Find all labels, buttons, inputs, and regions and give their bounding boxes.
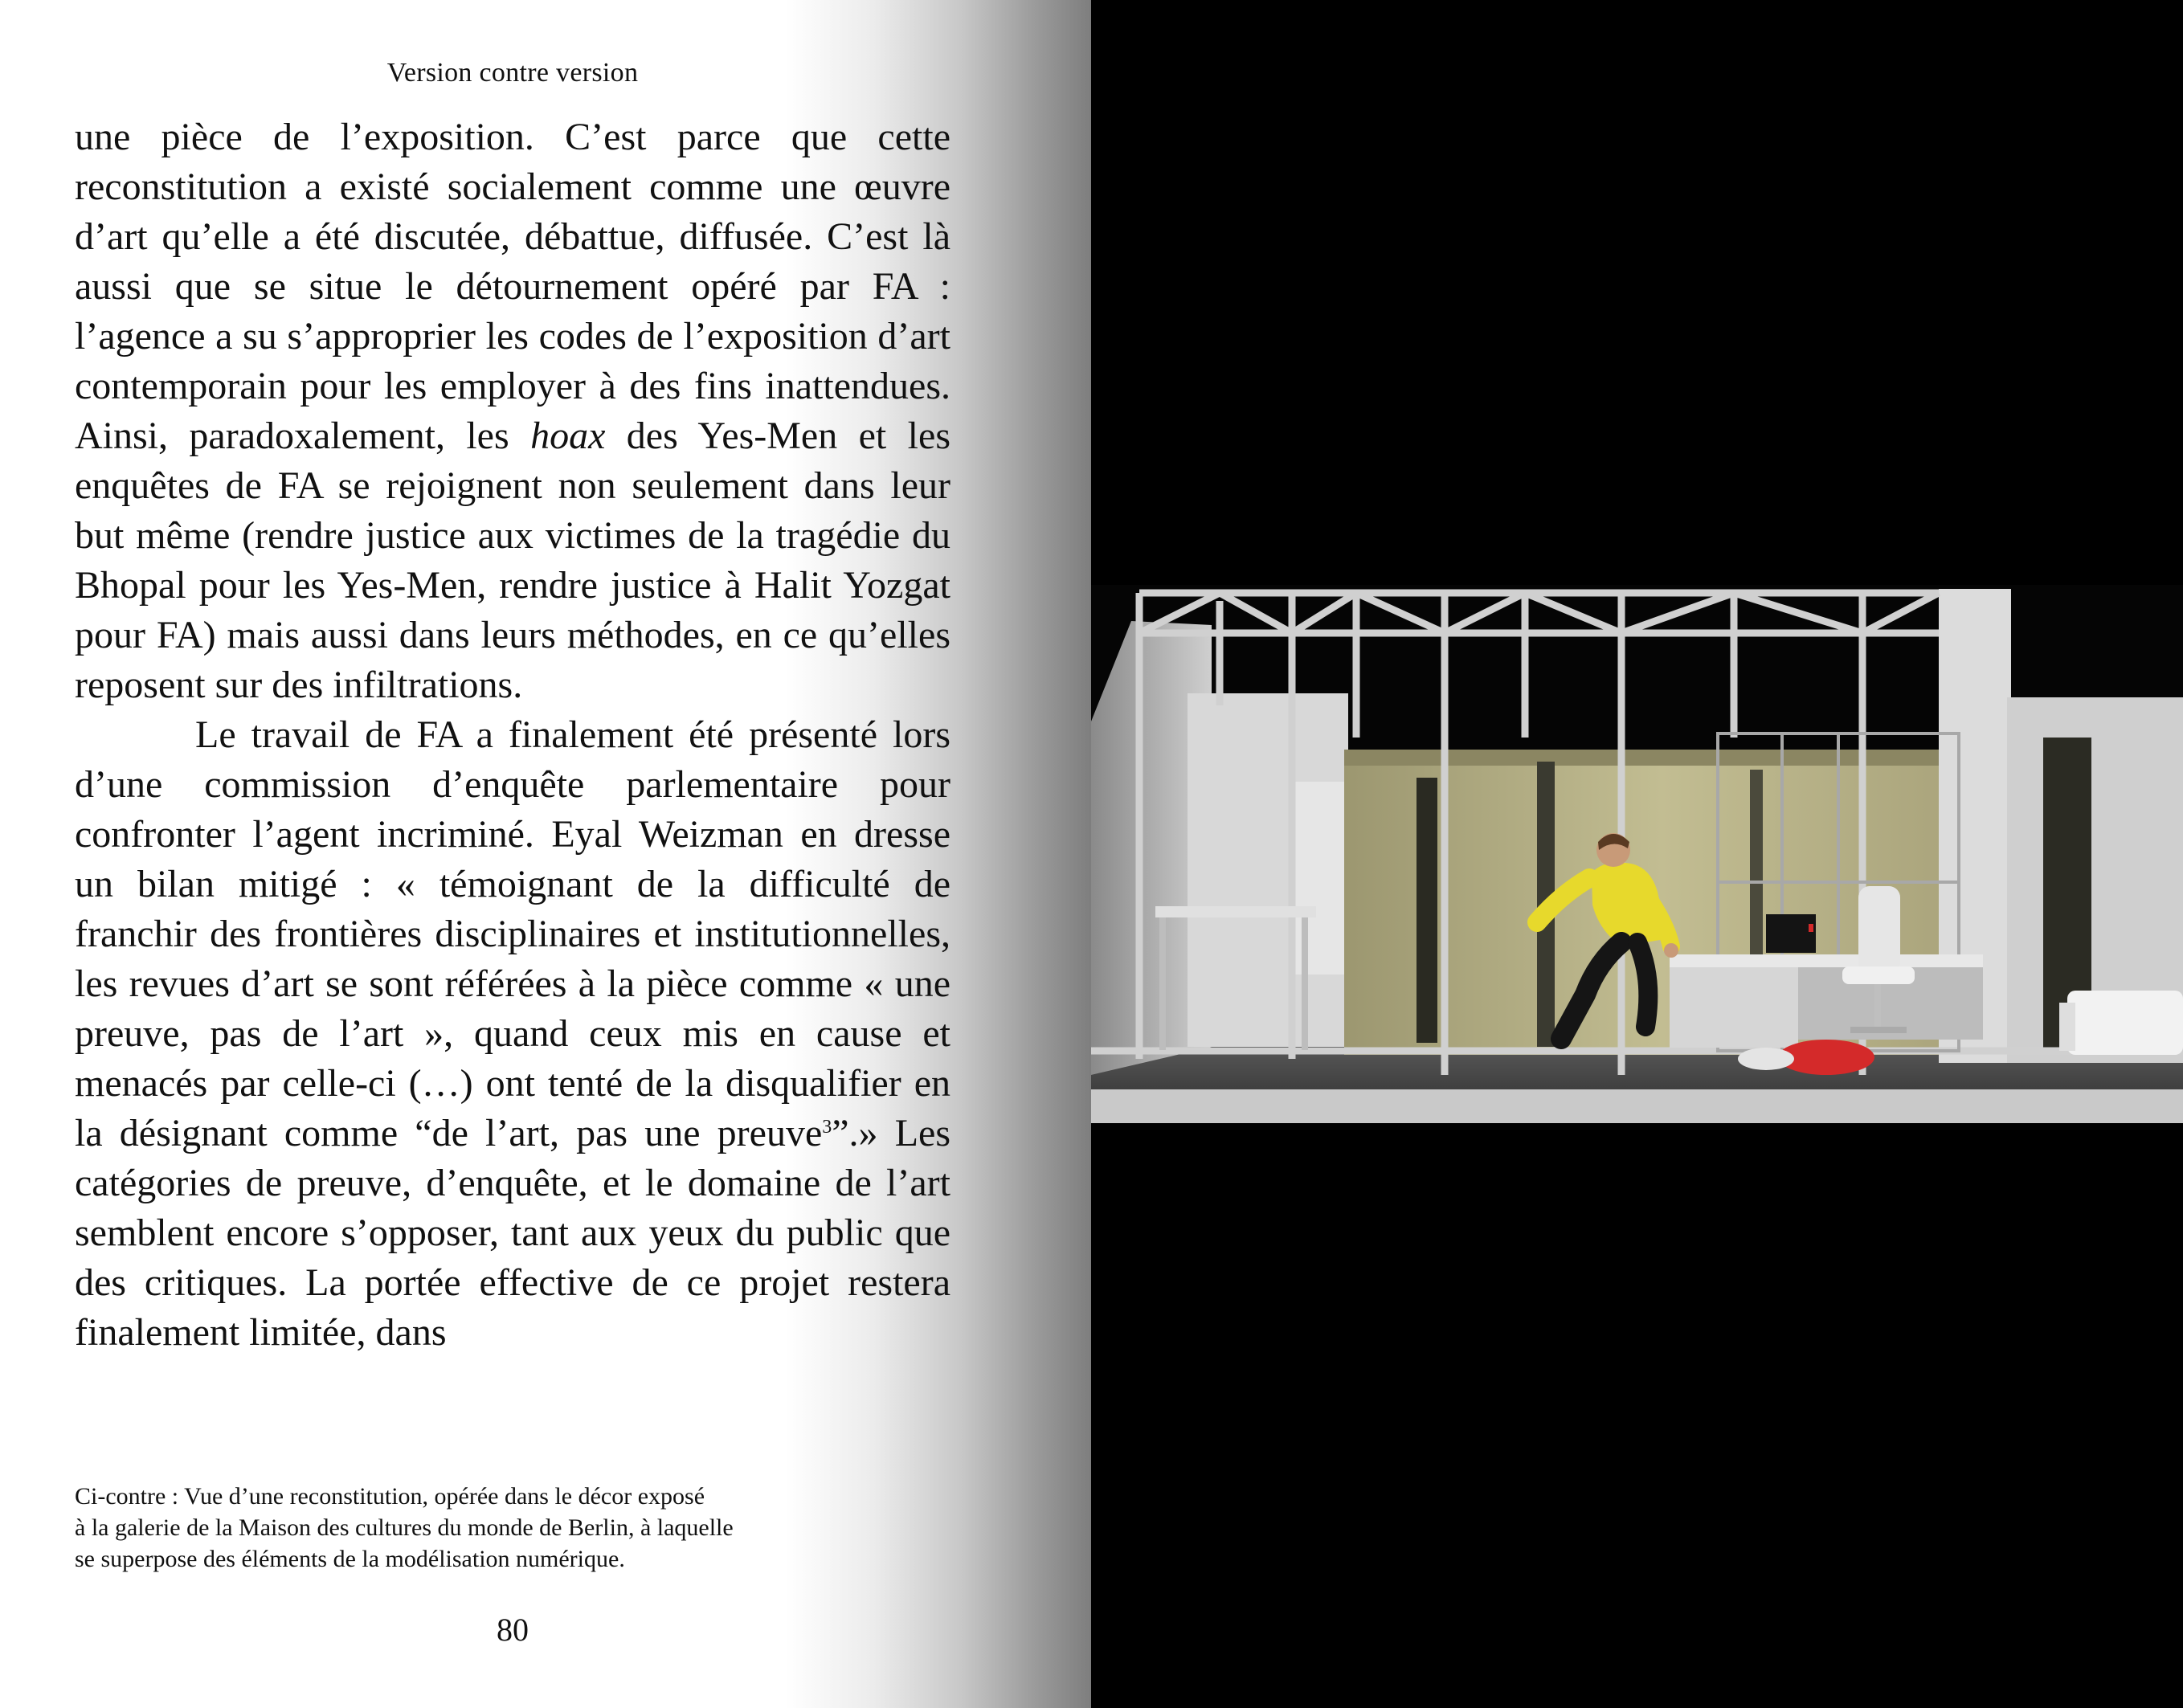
caption-line: à la galerie de la Maison des cultures du monde de Berlin, à laquelle xyxy=(75,1514,734,1541)
floor-edge xyxy=(1091,1089,2183,1123)
running-title: Version contre version xyxy=(386,58,639,88)
left-page xyxy=(0,0,1091,1708)
body-text xyxy=(75,112,950,1358)
desk-leg xyxy=(1159,917,1166,1050)
monitor xyxy=(1766,914,1816,953)
room-top-band xyxy=(1344,750,1979,766)
monitor-light xyxy=(1809,924,1813,932)
paragraph-2-text-b: ”.» Les catégories de preuve, d’enquête, et le domaine de l’art semblent encore s’opposer, tant aux yeux du public que des critiques. La portée effective de ce projet restera finalement limitée, dans xyxy=(75,1112,950,1354)
chair-base xyxy=(1850,1027,1907,1033)
italic-term: hoax xyxy=(530,415,606,457)
footnote-reference: 3 xyxy=(822,1117,832,1138)
paragraph-2-text-a: Le travail de FA a finalement été présenté lors d’une commission d’enquête parlementaire pour confronter l’agent incriminé. Eyal Weizman en dresse un bilan mitigé : « témoignant de la difficulté de franchir des frontières disciplinaires et institutionnelles, les revues d’art se sont référées à la pièce comme « une preuve, pas de l’art », quand ceux mis en cause et menacés par celle-ci (…) ont tenté de la disqualifier en la désignant comme “de l’art, pas une preuve xyxy=(75,713,950,1154)
reconstruction-photo xyxy=(1091,577,2183,1123)
office-chair-seat xyxy=(1842,966,1915,984)
paragraph-2 xyxy=(75,710,950,1358)
desk-leg xyxy=(1302,917,1308,1050)
paragraph-1-text-a: une pièce de l’exposition. C’est parce que cette reconstitution a existé socialement comme une œuvre d’art qu’elle a été discutée, débattue, diffusée. C’est là aussi que se situe le détournement opéré par FA : l’agence a su s’approprier les codes de l’exposition d’art contemporain pour les employer à des fins inattendues. Ainsi, paradoxalement, les xyxy=(75,116,950,457)
page-number: 80 xyxy=(497,1612,529,1648)
figure-caption xyxy=(75,1481,959,1575)
armchair-arm xyxy=(2059,1003,2075,1051)
image-top-edge xyxy=(1091,577,2183,585)
paragraph-1 xyxy=(75,112,950,710)
counter-body xyxy=(1670,967,1798,1048)
counter-top xyxy=(1670,954,1983,967)
paragraph-1-text-b: des Yes-Men et les enquêtes de FA se rejoignent non seulement dans leur but même (rendre justice aux victimes de la tragédie du Bhopal pour les Yes-Men, rendre justice à Halit Yozgat pour FA) mais aussi dans leurs méthodes, en ce qu’elles reposent sur des infiltrations. xyxy=(75,415,950,706)
dark-pillar xyxy=(1416,778,1437,1043)
left-desk xyxy=(1155,906,1316,917)
caption-line: se superpose des éléments de la modélisation numérique. xyxy=(75,1546,625,1572)
office-chair-back xyxy=(1858,886,1900,975)
chair-stem xyxy=(1874,984,1881,1028)
white-object xyxy=(1738,1048,1794,1070)
caption-line: Ci-contre : Vue d’une reconstitution, opérée dans le décor exposé xyxy=(75,1483,705,1510)
armchair xyxy=(2067,991,2183,1055)
